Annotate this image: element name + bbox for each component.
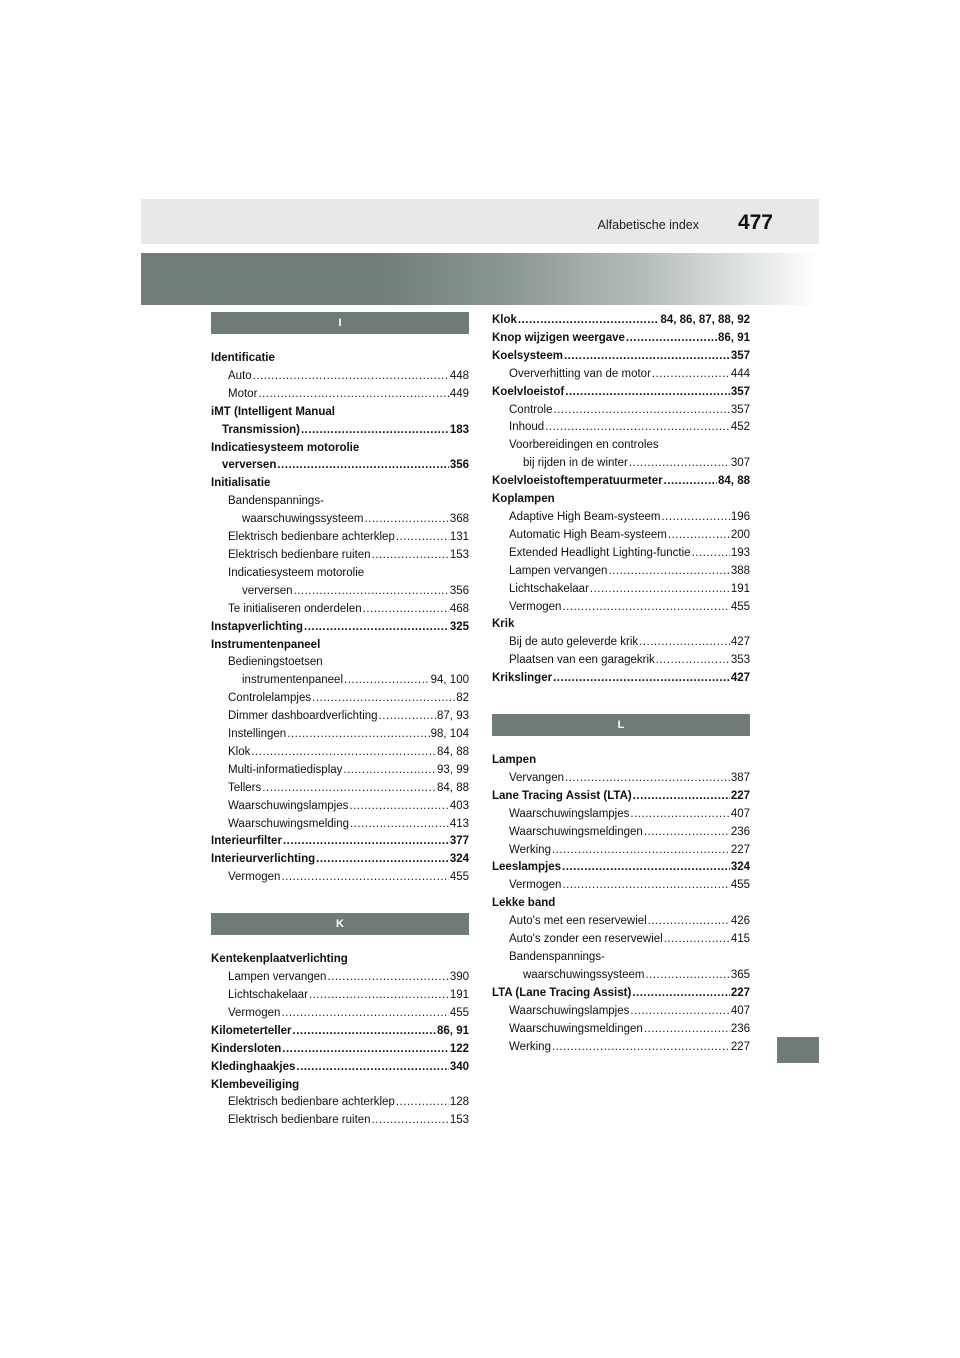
- index-entry: [492, 491, 750, 509]
- dot-leader: [692, 545, 730, 563]
- index-entry-term: Lampen: [492, 754, 537, 767]
- index-entry: [492, 752, 750, 770]
- index-entry: [211, 951, 469, 969]
- index-entry: [492, 437, 750, 455]
- index-entry: [492, 455, 750, 473]
- index-entry: [492, 824, 750, 842]
- index-entry-page: 427: [730, 672, 750, 685]
- index-entry-page: 455: [449, 871, 469, 884]
- index-entry-page: 377: [449, 835, 469, 848]
- index-entry-page: 455: [730, 879, 750, 892]
- index-entry-page: 84, 88: [718, 475, 750, 488]
- dot-leader: [562, 859, 730, 877]
- page-header: [141, 199, 819, 244]
- index-entry-page: 468: [449, 602, 469, 615]
- index-entry-term: Waarschuwingsmeldingen: [509, 825, 643, 838]
- dot-leader: [287, 726, 429, 744]
- dot-leader: [372, 547, 449, 565]
- index-entry: [211, 404, 469, 422]
- index-entry-page: 227: [730, 789, 750, 802]
- index-entry: [211, 672, 469, 690]
- section-header-i: I: [211, 312, 469, 334]
- index-entry: [211, 386, 469, 404]
- index-entry: [211, 619, 469, 637]
- index-entry-term: Identificatie: [211, 352, 275, 364]
- dot-leader: [565, 384, 730, 402]
- dot-leader: [344, 672, 430, 690]
- index-entry-page: 455: [730, 600, 750, 613]
- index-entry-term: Kindersloten: [211, 1042, 282, 1055]
- index-entry: [211, 969, 469, 987]
- dot-leader: [565, 770, 730, 788]
- dot-leader: [282, 1041, 449, 1059]
- index-entry-term: Instrumentenpaneel: [211, 638, 321, 651]
- dot-leader: [364, 511, 448, 529]
- index-entry: [211, 726, 469, 744]
- index-entry-term: bij rijden in de winter: [523, 457, 628, 470]
- index-entry: [492, 545, 750, 563]
- index-entry-term: Automatic High Beam-systeem: [509, 528, 667, 541]
- index-entry-page: 426: [730, 915, 750, 928]
- section-k-continued-entries: [492, 312, 750, 688]
- dot-leader: [590, 581, 730, 599]
- index-entry-page: 191: [730, 582, 750, 595]
- dot-leader: [664, 931, 730, 949]
- dot-leader: [644, 1021, 730, 1039]
- index-entry-term: Klembeveiliging: [211, 1078, 300, 1091]
- dot-leader: [518, 312, 660, 330]
- index-entry-page: 93, 99: [437, 763, 469, 776]
- index-entry-term: Bij de auto geleverde krik: [509, 636, 639, 649]
- index-entry-term: Krikslinger: [492, 672, 553, 685]
- index-entry-term: Waarschuwingsmeldingen: [509, 1022, 643, 1035]
- section-header-k: K: [211, 913, 469, 935]
- index-entry-term: Motor: [228, 387, 258, 400]
- index-entry-term: Adaptive High Beam-systeem: [509, 510, 661, 523]
- index-entry-term: Elektrisch bedienbare achterklep: [228, 1096, 395, 1109]
- index-entry: [211, 547, 469, 565]
- index-entry: [492, 1021, 750, 1039]
- index-entry-term: Waarschuwingslampjes: [228, 799, 349, 812]
- index-entry-term: Koplampen: [492, 493, 555, 506]
- dot-leader: [630, 806, 729, 824]
- index-entry-page: 82: [456, 692, 469, 705]
- index-entry: [211, 583, 469, 601]
- index-entry-page: 413: [449, 817, 469, 830]
- index-entry: [211, 1005, 469, 1023]
- index-entry-term: Vermogen: [228, 871, 281, 884]
- index-entry-term: Auto's zonder een reservewiel: [509, 933, 663, 946]
- index-entry-page: 236: [730, 1022, 750, 1035]
- index-entry: [211, 1094, 469, 1112]
- index-entry-term: Kledinghaakjes: [211, 1060, 296, 1073]
- index-entry: [492, 563, 750, 581]
- index-entry-term: Instellingen: [228, 728, 287, 741]
- index-entry: [492, 931, 750, 949]
- chapter-side-tab: [777, 1037, 819, 1063]
- index-entry-page: 86, 91: [718, 331, 750, 344]
- index-entry-page: 191: [449, 989, 469, 1001]
- index-entry-page: 153: [449, 548, 469, 561]
- index-entry: [211, 1059, 469, 1077]
- index-entry-page: 84, 88: [437, 781, 469, 794]
- index-entry: [211, 1112, 469, 1130]
- index-entry: [211, 422, 469, 440]
- index-entry-term: Multi-informatiedisplay: [228, 763, 343, 776]
- index-entry: [211, 869, 469, 887]
- dot-leader: [632, 985, 730, 1003]
- index-entry: [492, 985, 750, 1003]
- index-entry: [211, 851, 469, 869]
- index-entry: [492, 806, 750, 824]
- index-entry-page: 449: [449, 387, 469, 400]
- index-entry-term: Vermogen: [509, 600, 562, 613]
- index-entry: [211, 350, 469, 368]
- index-entry-term: Bandenspannings-: [509, 951, 605, 963]
- index-entry-page: 407: [730, 1004, 750, 1017]
- index-entry-page: 84, 86, 87, 88, 92: [660, 314, 750, 326]
- index-entry-page: 365: [730, 968, 750, 981]
- index-entry-page: 340: [449, 1060, 469, 1073]
- index-entry-term: Voorbereidingen en controles: [509, 439, 659, 452]
- dot-leader: [645, 967, 729, 985]
- index-entry-term: Tellers: [228, 781, 262, 794]
- section-l-entries: [492, 752, 750, 1056]
- index-entry-term: Kentekenplaatverlichting: [211, 953, 348, 966]
- index-entry-page: 324: [730, 861, 750, 874]
- index-entry-page: 353: [730, 654, 750, 667]
- index-entry-page: 98, 104: [430, 728, 469, 741]
- index-entry-page: 427: [730, 636, 750, 649]
- dot-leader: [644, 824, 730, 842]
- index-entry-term: Bedieningstoetsen: [228, 656, 323, 669]
- dot-leader: [294, 583, 449, 601]
- index-entry-page: 122: [449, 1042, 469, 1055]
- dot-leader: [633, 788, 730, 806]
- index-entry-term: Elektrisch bedienbare ruiten: [228, 1114, 371, 1127]
- index-entry-term: iMT (Intelligent Manual: [211, 405, 335, 418]
- dot-leader: [553, 670, 730, 688]
- index-entry-term: Oververhitting van de motor: [509, 367, 651, 380]
- dot-leader: [343, 762, 436, 780]
- index-entry-term: Initialisatie: [211, 477, 271, 490]
- index-entry-term: Controle: [509, 403, 553, 416]
- index-entry: [492, 770, 750, 788]
- dot-leader: [281, 1005, 448, 1023]
- dot-leader: [283, 833, 449, 851]
- index-entry-term: Instapverlichting: [211, 620, 304, 633]
- dot-leader: [552, 1039, 730, 1057]
- index-entry: [211, 637, 469, 655]
- index-entry: [492, 913, 750, 931]
- dot-leader: [564, 348, 730, 366]
- index-entry: [492, 877, 750, 895]
- index-entry: [492, 473, 750, 491]
- index-entry: [492, 1039, 750, 1057]
- index-entry: [492, 330, 750, 348]
- dot-leader: [396, 1094, 449, 1112]
- index-entry: [492, 859, 750, 877]
- index-entry-page: 227: [730, 843, 750, 856]
- index-entry-term: Inhoud: [509, 421, 545, 434]
- index-entry: [211, 440, 469, 458]
- index-entry: [211, 780, 469, 798]
- dot-leader: [664, 473, 717, 491]
- index-entry: [211, 762, 469, 780]
- index-entry-term: LTA (Lane Tracing Assist): [492, 986, 632, 999]
- index-entry: [492, 581, 750, 599]
- index-entry-page: 196: [730, 510, 750, 523]
- index-entry-page: 356: [449, 459, 469, 472]
- dot-leader: [349, 798, 448, 816]
- index-entry-page: 94, 100: [430, 674, 469, 687]
- index-entry-term: Waarschuwingslampjes: [509, 807, 630, 820]
- index-entry-page: 84, 88: [437, 745, 469, 758]
- dot-leader: [372, 1112, 449, 1130]
- index-entry-term: Elektrisch bedienbare ruiten: [228, 548, 371, 561]
- index-entry: [211, 368, 469, 386]
- index-entry-page: 128: [449, 1096, 469, 1109]
- dot-leader: [608, 563, 729, 581]
- index-entry: [492, 949, 750, 967]
- index-entry-page: 415: [730, 933, 750, 946]
- dot-leader: [281, 869, 448, 887]
- index-entry-term: Interieurverlichting: [211, 853, 316, 866]
- index-entry: [211, 833, 469, 851]
- index-entry-page: 357: [730, 385, 750, 398]
- index-entry: [492, 402, 750, 420]
- index-entry-page: 87, 93: [437, 710, 469, 723]
- index-entry: [492, 616, 750, 634]
- index-entry: [211, 511, 469, 529]
- dot-leader: [562, 877, 729, 895]
- dot-leader: [656, 652, 730, 670]
- index-entry-page: 368: [449, 513, 469, 526]
- index-entry-term: waarschuwingssysteem: [242, 513, 364, 526]
- index-entry: [211, 457, 469, 475]
- index-entry: [211, 529, 469, 547]
- index-entry-term: Koelsysteem: [492, 349, 563, 362]
- index-entry-page: 200: [730, 528, 750, 541]
- index-entry-term: Lichtschakelaar: [228, 989, 308, 1001]
- index-entry: [211, 601, 469, 619]
- index-entry: [211, 798, 469, 816]
- index-entry: [492, 509, 750, 527]
- index-column-left: [211, 312, 469, 1130]
- index-entry-term: Lekke band: [492, 897, 556, 910]
- dot-leader: [296, 1059, 448, 1077]
- index-entry: [211, 816, 469, 834]
- index-entry-page: 452: [730, 421, 750, 434]
- index-entry-term: Koelvloeistof: [492, 385, 565, 398]
- index-entry-page: 387: [730, 771, 750, 784]
- index-entry-page: 455: [449, 1006, 469, 1019]
- index-entry-page: 227: [730, 986, 750, 999]
- dot-leader: [301, 422, 449, 440]
- index-entry-term: Indicatiesysteem motorolie: [228, 566, 365, 579]
- index-entry-page: 236: [730, 825, 750, 838]
- index-entry: [492, 419, 750, 437]
- index-entry: [211, 1023, 469, 1041]
- page-number: 477: [737, 211, 773, 234]
- index-entry-term: Krik: [492, 618, 515, 631]
- index-entry: [211, 1041, 469, 1059]
- dot-leader: [350, 816, 449, 834]
- dot-leader: [668, 527, 730, 545]
- dot-leader: [639, 634, 730, 652]
- section-k-entries: [211, 951, 469, 1130]
- index-entry-page: 86, 91: [437, 1024, 469, 1037]
- index-entry-term: Dimmer dashboardverlichting: [228, 710, 378, 723]
- dot-leader: [630, 1003, 729, 1021]
- index-entry: [492, 384, 750, 402]
- index-entry-term: Waarschuwingsmelding: [228, 817, 350, 830]
- index-entry: [492, 895, 750, 913]
- index-entry-term: Extended Headlight Lighting-functie: [509, 546, 691, 559]
- dot-leader: [277, 457, 448, 475]
- dot-leader: [396, 529, 449, 547]
- index-entry-term: verversen: [242, 584, 293, 597]
- dot-leader: [629, 455, 730, 473]
- dot-leader: [253, 368, 449, 386]
- index-entry-term: Werking: [509, 843, 551, 856]
- index-entry: [492, 967, 750, 985]
- index-entry: [492, 1003, 750, 1021]
- index-entry-page: 444: [730, 367, 750, 380]
- index-entry-term: Transmission): [222, 423, 300, 436]
- dot-leader: [552, 842, 730, 860]
- index-entry-page: 388: [730, 564, 750, 577]
- index-entry-page: 131: [449, 531, 469, 544]
- index-entry-term: Controlelampjes: [228, 692, 312, 705]
- index-entry: [211, 565, 469, 583]
- index-entry: [492, 788, 750, 806]
- index-entry-page: 357: [730, 349, 750, 362]
- index-entry-page: 227: [730, 1040, 750, 1053]
- index-entry: [211, 708, 469, 726]
- index-entry-term: Vermogen: [509, 879, 562, 892]
- index-entry: [211, 493, 469, 511]
- index-entry-term: Bandenspannings-: [228, 495, 324, 508]
- header-gradient-band: [141, 253, 819, 305]
- index-entry-term: Lichtschakelaar: [509, 582, 589, 595]
- index-entry-term: waarschuwingssysteem: [523, 968, 645, 981]
- section-title: Alfabetische index: [597, 218, 699, 232]
- dot-leader: [553, 402, 729, 420]
- index-entry-term: Klok: [228, 745, 251, 758]
- dot-leader: [545, 419, 730, 437]
- index-entry-term: Vervangen: [509, 771, 564, 784]
- index-entry: [492, 366, 750, 384]
- index-entry-term: Knop wijzigen weergave: [492, 331, 625, 344]
- index-entry-term: Waarschuwingslampjes: [509, 1004, 630, 1017]
- index-entry: [492, 599, 750, 617]
- index-entry-page: 448: [449, 369, 469, 382]
- index-entry-term: Lampen vervangen: [509, 564, 608, 577]
- index-entry-page: 357: [730, 403, 750, 416]
- dot-leader: [312, 690, 455, 708]
- index-entry: [211, 1077, 469, 1095]
- index-entry-term: Klok: [492, 314, 517, 326]
- index-entry: [211, 654, 469, 672]
- section-header-l: L: [492, 714, 750, 736]
- dot-leader: [661, 509, 729, 527]
- index-entry-page: 307: [730, 457, 750, 470]
- index-entry-term: Lampen vervangen: [228, 971, 327, 984]
- index-entry-term: Auto's met een reservewiel: [509, 915, 647, 928]
- index-entry: [211, 987, 469, 1005]
- index-entry-term: Indicatiesysteem motorolie: [211, 441, 360, 454]
- index-column-right: [492, 312, 750, 1056]
- index-entry-term: instrumentenpaneel: [242, 674, 344, 687]
- dot-leader: [309, 987, 449, 1005]
- index-entry-term: verversen: [222, 459, 277, 472]
- index-entry-term: Te initialiseren onderdelen: [228, 602, 362, 615]
- dot-leader: [626, 330, 717, 348]
- index-entry-term: Auto: [228, 369, 252, 382]
- index-entry-page: 390: [449, 971, 469, 984]
- index-entry: [492, 312, 750, 330]
- dot-leader: [293, 1023, 436, 1041]
- dot-leader: [251, 744, 436, 762]
- index-entry-term: Plaatsen van een garagekrik: [509, 654, 655, 667]
- index-entry: [492, 527, 750, 545]
- index-entry-term: Koelvloeistoftemperatuurmeter: [492, 475, 663, 488]
- index-entry: [492, 348, 750, 366]
- index-entry-term: Vermogen: [228, 1006, 281, 1019]
- index-entry: [492, 652, 750, 670]
- dot-leader: [652, 366, 730, 384]
- index-entry: [211, 475, 469, 493]
- index-entry-page: 403: [449, 799, 469, 812]
- index-entry: [211, 744, 469, 762]
- dot-leader: [562, 599, 729, 617]
- index-entry-term: Kilometerteller: [211, 1024, 292, 1037]
- dot-leader: [363, 601, 449, 619]
- index-entry-term: Leeslampjes: [492, 861, 562, 874]
- index-entry: [492, 670, 750, 688]
- dot-leader: [316, 851, 449, 869]
- index-entry-term: Elektrisch bedienbare achterklep: [228, 531, 395, 544]
- index-entry-page: 325: [449, 620, 469, 633]
- index-entry-term: Interieurfilter: [211, 835, 282, 848]
- dot-leader: [262, 780, 436, 798]
- dot-leader: [327, 969, 448, 987]
- index-entry-page: 183: [449, 423, 469, 436]
- index-entry-page: 407: [730, 807, 750, 820]
- dot-leader: [379, 708, 436, 726]
- index-entry-page: 193: [730, 546, 750, 559]
- index-entry-term: Lane Tracing Assist (LTA): [492, 789, 632, 802]
- index-entry: [492, 842, 750, 860]
- index-entry: [211, 690, 469, 708]
- dot-leader: [304, 619, 449, 637]
- section-i-entries: [211, 350, 469, 887]
- index-entry-page: 153: [449, 1114, 469, 1127]
- index-entry-term: Werking: [509, 1040, 551, 1053]
- index-entry: [492, 634, 750, 652]
- index-entry-page: 324: [449, 853, 469, 866]
- index-entry-page: 356: [449, 584, 469, 597]
- dot-leader: [258, 386, 448, 404]
- dot-leader: [648, 913, 730, 931]
